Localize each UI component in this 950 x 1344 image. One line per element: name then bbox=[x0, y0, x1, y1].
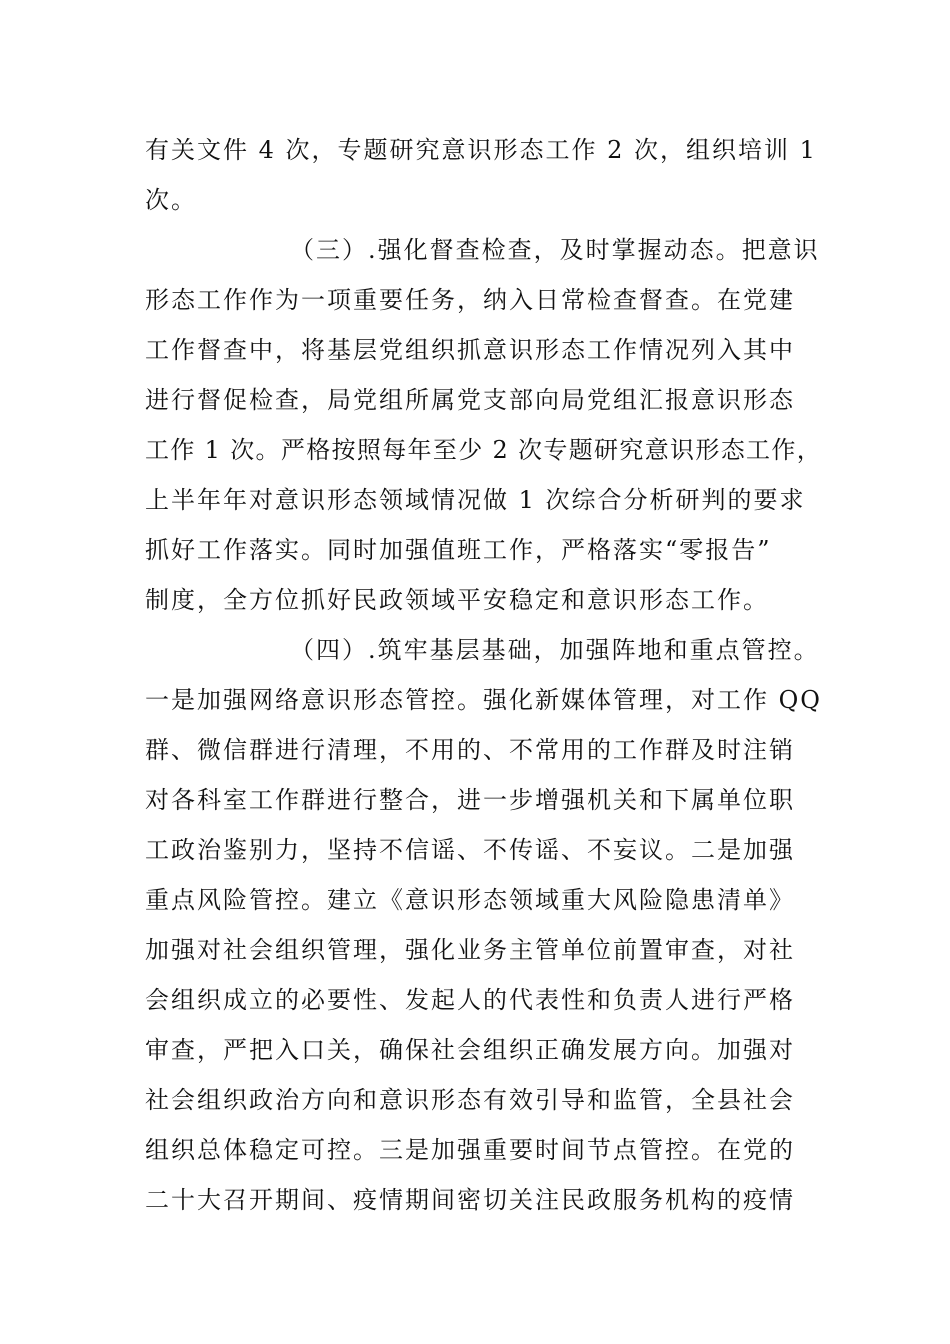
text-line-18: 会组织成立的必要性、发起人的代表性和负责人进行严格 bbox=[145, 986, 795, 1014]
text-line-16: 重点风险管控。建立《意识形态领域重大风险隐患清单》 bbox=[145, 886, 795, 914]
text-line-20: 社会组织政治方向和意识形态有效引导和监管，全县社会 bbox=[145, 1086, 795, 1114]
text-line-9: 抓好工作落实。同时加强值班工作，严格落实“零报告” bbox=[145, 536, 772, 564]
text-line-1: 有关文件 4 次，专题研究意识形态工作 2 次，组织培训 1 bbox=[145, 136, 817, 164]
text-line-22: 二十大召开期间、疫情期间密切关注民政服务机构的疫情 bbox=[145, 1186, 795, 1214]
text-line-5: 工作督查中，将基层党组织抓意识形态工作情况列入其中 bbox=[145, 336, 795, 364]
section-heading-3: （三）.强化督查检查，及时掌握动态。把意识 bbox=[290, 236, 820, 264]
text-line-15: 工政治鉴别力，坚持不信谣、不传谣、不妄议。二是加强 bbox=[145, 836, 795, 864]
text-line-17: 加强对社会组织管理，强化业务主管单位前置审查，对社 bbox=[145, 936, 795, 964]
text-line-19: 审查，严把入口关，确保社会组织正确发展方向。加强对 bbox=[145, 1036, 795, 1064]
text-line-4: 形态工作作为一项重要任务，纳入日常检查督查。在党建 bbox=[145, 286, 795, 314]
text-line-13: 群、微信群进行清理，不用的、不常用的工作群及时注销 bbox=[145, 736, 795, 764]
text-line-8: 上半年年对意识形态领域情况做 1 次综合分析研判的要求 bbox=[145, 486, 806, 514]
text-line-12: 一是加强网络意识形态管控。强化新媒体管理，对工作 QQ bbox=[145, 686, 822, 714]
text-line-14: 对各科室工作群进行整合，进一步增强机关和下属单位职 bbox=[145, 786, 795, 814]
text-line-7: 工作 1 次。严格按照每年至少 2 次专题研究意识形态工作， bbox=[145, 436, 823, 464]
text-line-6: 进行督促检查，局党组所属党支部向局党组汇报意识形态 bbox=[145, 386, 795, 414]
text-line-21: 组织总体稳定可控。三是加强重要时间节点管控。在党的 bbox=[145, 1136, 795, 1164]
text-line-10: 制度，全方位抓好民政领域平安稳定和意识形态工作。 bbox=[145, 586, 769, 614]
section-heading-4: （四）.筑牢基层基础，加强阵地和重点管控。 bbox=[290, 636, 820, 664]
text-line-2: 次。 bbox=[145, 186, 197, 214]
